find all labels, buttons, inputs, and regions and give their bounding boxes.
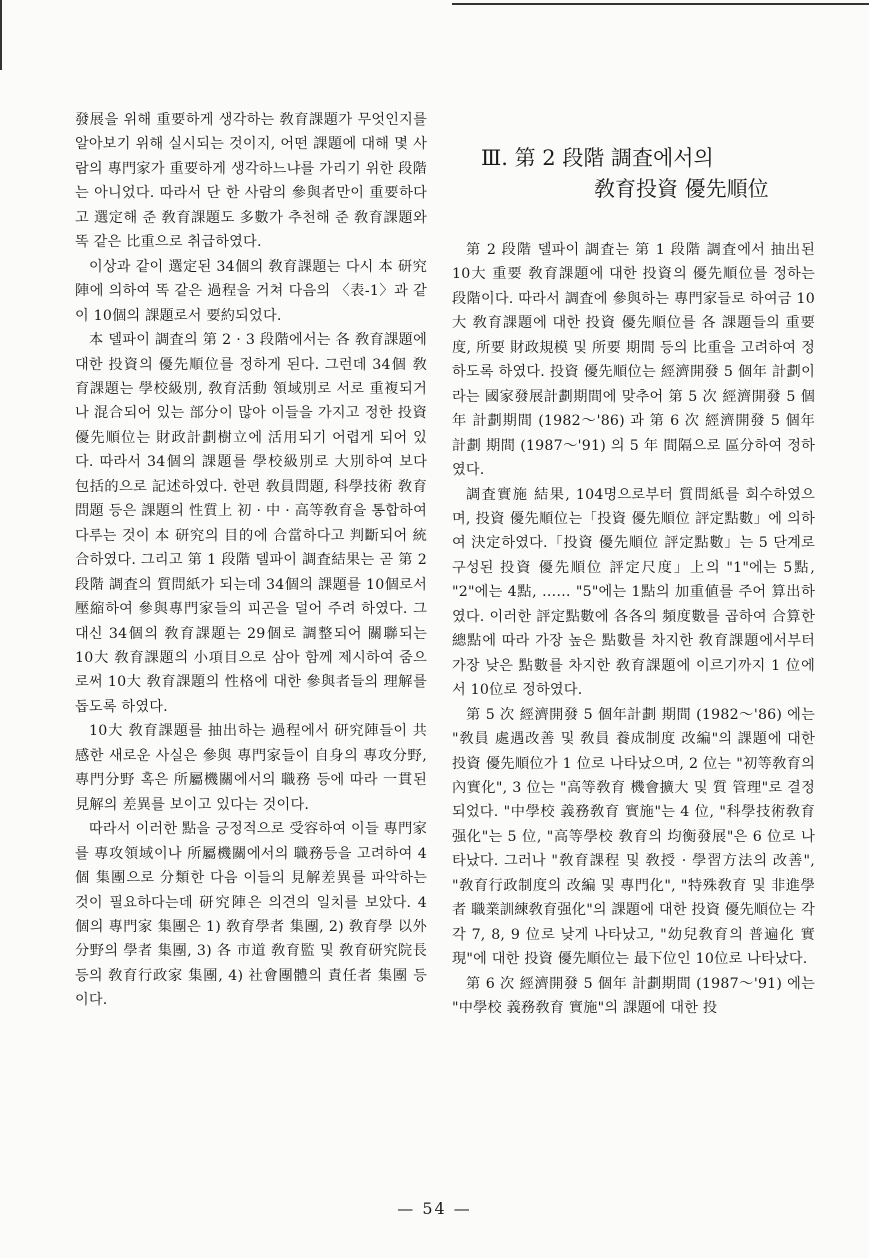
paragraph: 調査實施 結果, 104명으로부터 質問紙를 회수하였으며, 投資 優先順位는「投資 優先順位 評定點數」에 의하여 決定하였다.「投資 優先順位 評定點數」는 5 단계로 구성된 投資 優先順位 評定尺度」上의 "1"에는 5點, "2"에는 4點, …… "5"에는 1點의 加重値를 주어 算出하였다. 이러한 評定點數에 各各의 頻度數를 곱하여 合算한 總點에 따라 가장 높은 點數를 차지한 敎育課題에서부터 가장 낮은 點數를 차지한 敎育課題에 이르기까지 1 位에서 10位로 정하였다. — [452, 486, 815, 699]
left-column — [75, 108, 427, 1013]
paragraph: 發展을 위해 重要하게 생각하는 敎育課題가 무엇인지를 알아보기 위해 실시되는 것이지, 어떤 課題에 대해 몇 사람의 專門家가 重要하게 생각하느냐를 가리기 위한 段階는 아니었다. 따라서 단 한 사람의 參與者만이 重要하다고 選定해 준 敎育課題도 多數가 추천해 준 敎育課題와 똑 같은 比重으로 취급하였다. — [75, 112, 427, 251]
paragraph: 第 2 段階 델파이 調査는 第 1 段階 調査에서 抽出된 10大 重要 敎育課題에 대한 投資의 優先順位를 정하는 段階이다. 따라서 調査에 參與하는 專門家들로 하여금 10大 敎育課題에 대한 投資 優先順位를 各 課題들의 重要度, 所要 財政規模 및 所要 期間 등의 比重을 고려하여 정하도록 하였다. 投資 優先順位는 經濟開發 5 個年 計劃이라는 國家發展計劃期間에 맞추어 第 5 次 經濟開發 5 個年 計劃期間 (1982～'86) 과 第 6 次 經濟開發 5 個年 計劃 期間 (1987～'91) 의 5 年 間隔으로 區分하여 정하였다. — [452, 242, 815, 479]
paragraph: 第 5 次 經濟開發 5 個年計劃 期間 (1982～'86) 에는 "敎員 處遇改善 및 敎員 養成制度 改編"의 課題에 대한 投資 優先順位가 1 位로 나타났으며, 2 位는 "初等敎育의 內實化", 3 位는 "高等敎育 機會擴大 및 質 管理"로 결정되었다. "中學校 義務敎育 實施"는 4 位, "科學技術敎育 强化"는 5 位, "高等學校 敎育의 均衡發展"은 6 位로 나타났다. 그러나 "敎育課程 및 敎授 · 學習方法의 改善", "敎育行政制度의 改編 및 專門化", "特殊敎育 및 非進學者 職業訓練敎育强化"의 課題에 대한 投資 優先順位는 각각 7, 8, 9 位로 낮게 나타났고, "幼兒敎育의 普遍化 實現"에 대한 投資 優先順位는 最下位인 10位로 나타났다. — [452, 706, 816, 968]
paragraph: 이상과 같이 選定된 34個의 敎育課題는 다시 本 研究陣에 의하여 똑 같은 過程을 거쳐 다음의 〈表-1〉과 같이 10個의 課題로서 要約되었다. — [75, 258, 427, 324]
paragraph: 本 델파이 調査의 第 2 · 3 段階에서는 各 敎育課題에 대한 投資의 優先順位를 정하게 된다. 그런데 34個 敎育課題는 學校級別, 敎育活動 領域別로 서로 重複되거나 混合되어 있는 部分이 많아 이들을 가지고 정한 投資 優先順位는 財政計劃樹立에 活用되기 어렵게 되어 있다. 따라서 34個의 課題를 學校級別로 大別하여 보다 包括的으로 記述하였다. 한편 敎員問題, 科學技術 敎育問題 등은 課題의 性質上 初 · 中 · 高等敎育을 통합하여 다루는 것이 本 研究의 目的에 合當하다고 判斷되어 統合하였다. 그리고 第 1 段階 델파이 調査結果는 곧 第 2 段階 調査의 質問紙가 되는데 34個의 課題를 10個로서 壓縮하여 參與專門家들의 피곤을 덜어 주려 하였다. 그 대신 34個의 敎育課題는 29個로 調整되어 關聯되는 10大 敎育課題의 小項目으로 삼아 함께 제시하여 줌으로써 10大 敎育課題의 性格에 대한 參與者들의 理解를 돕도록 하였다. — [75, 332, 427, 715]
scan-edge-left — [0, 0, 2, 70]
paragraph: 第 6 次 經濟開發 5 個年 計劃期間 (1987～'91) 에는 "中學校 義務敎育 實施"의 課題에 대한 投 — [452, 975, 815, 1017]
paragraph: 따라서 이러한 點을 긍정적으로 受容하여 이들 專門家를 專攻領域이나 所屬機關에서의 職務등을 고려하여 4 個 集團으로 分類한 다음 이들의 見解差異를 파악하는 것이 필요하다는데 研究陣은 의견의 일치를 보았다. 4 個의 專門家 集團은 1) 敎育學者 集團, 2) 敎育學 以外分野의 學者 集團, 3) 各 市道 敎育監 및 敎育研究院長 등의 敎育行政家 集團, 4) 社會團體의 責任者 集團 등이다. — [75, 821, 427, 1009]
section-heading-line-2: 敎育投資 優先順位 — [594, 177, 769, 201]
section-heading — [481, 143, 811, 205]
scan-edge-top — [452, 3, 869, 5]
section-heading-line-1: Ⅲ. 第 2 段階 調査에서의 — [481, 146, 714, 170]
right-column — [452, 238, 815, 1021]
paragraph: 10大 敎育課題를 抽出하는 過程에서 研究陣들이 共感한 새로운 사실은 參與 專門家들이 自身의 專攻分野, 專門分野 혹은 所屬機關에서의 職務 등에 따라 一貫된 見解의 差異를 보이고 있다는 것이다. — [75, 723, 427, 813]
page-number: — 54 — — [397, 1199, 472, 1218]
